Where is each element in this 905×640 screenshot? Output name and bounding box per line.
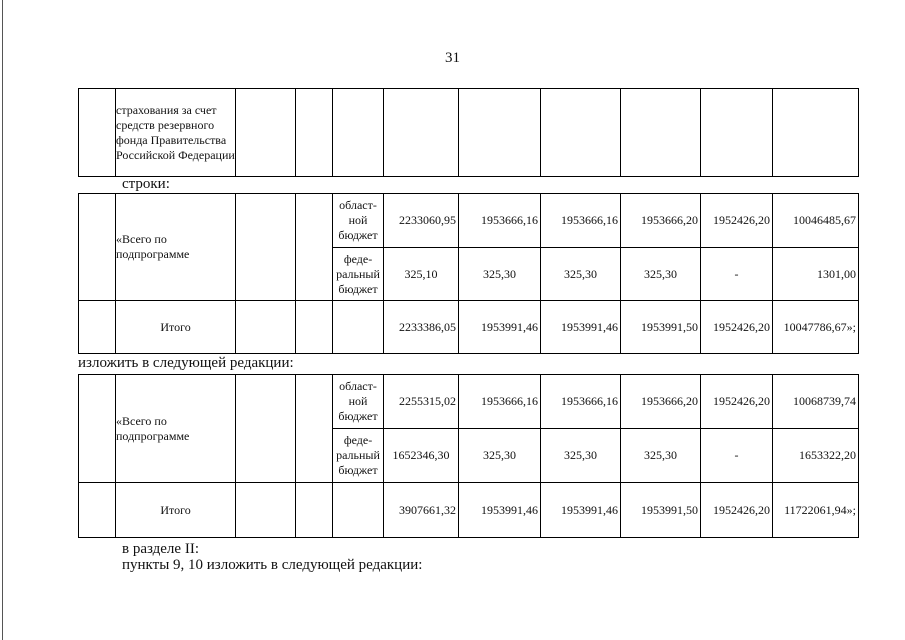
top-fragment-table bbox=[78, 88, 859, 177]
cell bbox=[296, 375, 333, 483]
value-cell: 1652346,30 bbox=[384, 429, 459, 483]
page-number: 31 bbox=[445, 50, 460, 66]
value-cell: 1952426,20 bbox=[701, 194, 773, 248]
total-value-cell: 2233386,05 bbox=[384, 301, 459, 354]
budget-source-regional: област-ной бюджет bbox=[333, 375, 384, 429]
total-label: Итого bbox=[116, 483, 236, 538]
total-label: Итого bbox=[116, 301, 236, 354]
cell bbox=[236, 89, 296, 177]
cell bbox=[621, 89, 701, 177]
total-value-cell: 11722061,94»; bbox=[773, 483, 859, 538]
cell bbox=[79, 89, 116, 177]
cell bbox=[333, 483, 384, 538]
total-value-cell: 1953991,46 bbox=[541, 301, 621, 354]
insurance-reserve-fund-text: страхования за счет средств резервного фонда Правительства Российской Федерации bbox=[116, 89, 236, 177]
cell bbox=[79, 301, 116, 354]
cell bbox=[236, 301, 296, 354]
cell bbox=[79, 194, 116, 301]
cell bbox=[296, 301, 333, 354]
value-cell: 325,30 bbox=[541, 248, 621, 301]
value-cell: 10046485,67 bbox=[773, 194, 859, 248]
total-value-cell: 1953991,50 bbox=[621, 483, 701, 538]
cell bbox=[701, 89, 773, 177]
new-edition-label: изложить в следующей редакции: bbox=[78, 355, 294, 371]
new-edition-table bbox=[78, 374, 859, 538]
value-cell: 325,30 bbox=[459, 248, 541, 301]
cell bbox=[333, 301, 384, 354]
section-label: в разделе II: bbox=[122, 541, 199, 557]
value-cell: - bbox=[701, 429, 773, 483]
value-cell: 2255315,02 bbox=[384, 375, 459, 429]
total-value-cell: 1952426,20 bbox=[701, 483, 773, 538]
cell bbox=[236, 375, 296, 483]
cell bbox=[333, 89, 384, 177]
value-cell: 1952426,20 bbox=[701, 375, 773, 429]
value-cell: 325,10 bbox=[384, 248, 459, 301]
subprogram-label: «Всего по подпрограмме bbox=[116, 194, 236, 301]
value-cell: 1953666,16 bbox=[541, 194, 621, 248]
page-edge-line bbox=[2, 0, 3, 640]
cell bbox=[296, 194, 333, 301]
total-value-cell: 1952426,20 bbox=[701, 301, 773, 354]
value-cell: 325,30 bbox=[621, 248, 701, 301]
cell bbox=[541, 89, 621, 177]
value-cell: 1953666,20 bbox=[621, 194, 701, 248]
cell bbox=[236, 194, 296, 301]
subprogram-label: «Всего по подпрограмме bbox=[116, 375, 236, 483]
old-edition-table bbox=[78, 193, 859, 354]
total-value-cell: 10047786,67»; bbox=[773, 301, 859, 354]
value-cell: 2233060,95 bbox=[384, 194, 459, 248]
value-cell: 1653322,20 bbox=[773, 429, 859, 483]
total-value-cell: 1953991,50 bbox=[621, 301, 701, 354]
total-value-cell: 3907661,32 bbox=[384, 483, 459, 538]
value-cell: 10068739,74 bbox=[773, 375, 859, 429]
value-cell: 325,30 bbox=[621, 429, 701, 483]
total-value-cell: 1953991,46 bbox=[459, 301, 541, 354]
budget-source-federal: феде-ральный бюджет bbox=[333, 429, 384, 483]
cell bbox=[79, 483, 116, 538]
value-cell: 1953666,20 bbox=[621, 375, 701, 429]
value-cell: 325,30 bbox=[541, 429, 621, 483]
value-cell: 1953666,16 bbox=[541, 375, 621, 429]
total-value-cell: 1953991,46 bbox=[459, 483, 541, 538]
total-value-cell: 1953991,46 bbox=[541, 483, 621, 538]
cell bbox=[79, 375, 116, 483]
budget-source-regional: област-ной бюджет bbox=[333, 194, 384, 248]
value-cell: 325,30 bbox=[459, 429, 541, 483]
cell bbox=[236, 483, 296, 538]
value-cell: - bbox=[701, 248, 773, 301]
cell bbox=[296, 89, 333, 177]
budget-source-federal: феде-ральный бюджет bbox=[333, 248, 384, 301]
cell bbox=[459, 89, 541, 177]
items-label: пункты 9, 10 изложить в следующей редакции: bbox=[122, 557, 423, 573]
cell bbox=[384, 89, 459, 177]
value-cell: 1953666,16 bbox=[459, 375, 541, 429]
cell bbox=[773, 89, 859, 177]
value-cell: 1301,00 bbox=[773, 248, 859, 301]
rows-label: строки: bbox=[122, 176, 170, 192]
value-cell: 1953666,16 bbox=[459, 194, 541, 248]
cell bbox=[296, 483, 333, 538]
